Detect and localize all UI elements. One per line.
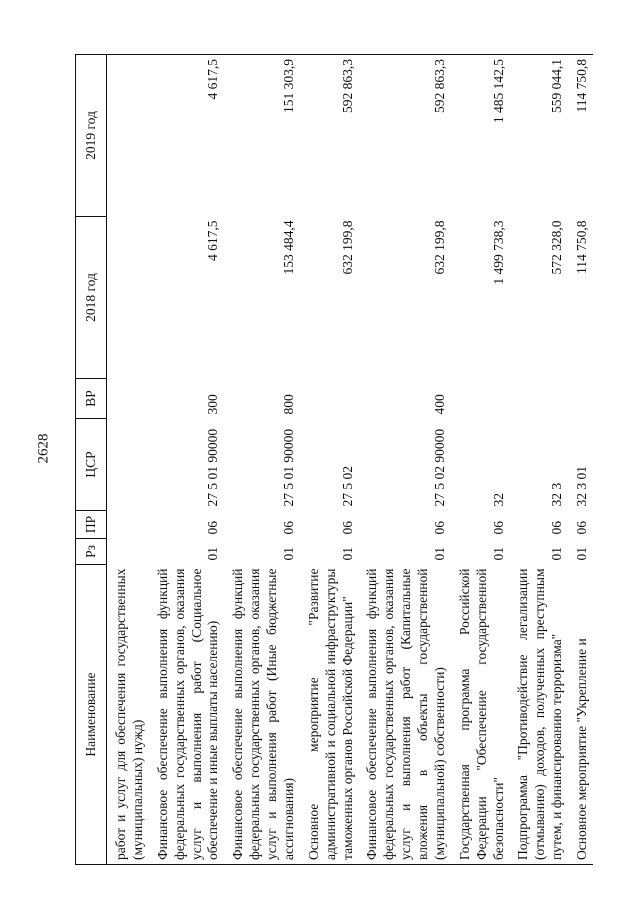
cell-name: Основное мероприятие "Развитие административной и социальной инфраструктуры таможенных органов Российской Федерации" xyxy=(300,565,359,865)
header-name: Наименование xyxy=(76,565,107,865)
table-header-row xyxy=(76,55,107,865)
header-2019: 2019 год xyxy=(76,55,107,217)
cell-csr: 27 5 02 90000 xyxy=(431,428,447,507)
table-row xyxy=(451,55,510,865)
header-2018: 2018 год xyxy=(76,217,107,379)
cell-rz: 01 xyxy=(549,547,565,561)
cell-pr: 06 xyxy=(549,521,565,535)
cell-vr xyxy=(107,379,149,419)
cell-csr: 27 5 02 xyxy=(339,466,355,507)
cell-vr xyxy=(300,379,359,419)
cell-y2018: 632 199,8 xyxy=(339,220,355,275)
cell-csr: 27 5 01 90000 xyxy=(205,428,221,507)
cell-rz: 01 xyxy=(574,547,589,561)
table-row xyxy=(509,55,568,865)
cell-y2019: 151 303,9 xyxy=(224,55,300,217)
cell-y2018: 632 199,8 xyxy=(431,220,447,275)
table-row xyxy=(224,55,300,865)
cell-vr xyxy=(451,379,510,419)
cell-y2019: 559 044,1 xyxy=(509,55,568,217)
cell-pr: 06 xyxy=(431,521,447,535)
cell-y2018: 4 617,5 xyxy=(205,220,221,261)
cell-y2019: 114 750,8 xyxy=(568,55,593,217)
cell-y2018: 572 328,0 xyxy=(549,220,565,275)
cell-csr xyxy=(107,419,149,511)
header-rz: Рз xyxy=(76,539,107,565)
cell-y2018: 153 484,4 xyxy=(280,220,296,275)
table-row xyxy=(107,55,149,865)
cell-rz: 01 xyxy=(280,547,296,561)
cell-y2019: 1 485 142,5 xyxy=(451,55,510,217)
cell-y2019 xyxy=(107,55,149,217)
cell-name: Финансовое обеспечение выполнения функций федеральных государственных органов, оказания услуг и выполнения работ (Иные бюджетные ассигнования) xyxy=(224,565,300,865)
cell-name: Финансовое обеспечение выполнения функций федеральных государственных органов, оказания услуг и выполнения работ (Социальное обеспечение и иные выплаты населению) xyxy=(149,565,225,865)
cell-vr: 800 xyxy=(280,394,296,415)
cell-y2018 xyxy=(107,217,149,379)
table-row xyxy=(149,55,225,865)
header-vr: ВР xyxy=(76,379,107,419)
cell-rz xyxy=(107,539,149,565)
rotated-sheet xyxy=(75,0,635,860)
table-row xyxy=(300,55,359,865)
cell-csr: 32 3 xyxy=(549,482,565,507)
table-row xyxy=(358,55,450,865)
cell-y2018: 1 499 738,3 xyxy=(490,220,506,285)
cell-y2019: 592 863,3 xyxy=(300,55,359,217)
cell-pr: 06 xyxy=(574,521,589,535)
page-number: 2628 xyxy=(35,433,52,464)
cell-rz: 01 xyxy=(490,547,506,561)
cell-pr: 06 xyxy=(205,521,221,535)
cell-rz: 01 xyxy=(339,547,355,561)
cell-csr: 32 xyxy=(490,493,506,507)
budget-table-container xyxy=(75,55,635,865)
cell-pr: 06 xyxy=(280,521,296,535)
cell-pr xyxy=(107,511,149,539)
header-pr: ПР xyxy=(76,511,107,539)
cell-name: работ и услуг для обеспечения государственных (муниципальных) нужд) xyxy=(107,565,149,865)
cell-pr: 06 xyxy=(339,521,355,535)
cell-vr xyxy=(509,379,568,419)
cell-y2018: 114 750,8 xyxy=(574,220,589,274)
budget-table xyxy=(75,54,593,865)
cell-csr: 27 5 01 90000 xyxy=(280,428,296,507)
cell-rz: 01 xyxy=(431,547,447,561)
cell-name: Основное мероприятие "Укрепление и xyxy=(568,565,593,865)
cell-vr: 400 xyxy=(431,394,447,415)
cell-vr xyxy=(568,379,593,419)
table-row xyxy=(568,55,593,865)
cell-name: Подпрограмма "Противодействие легализации (отмыванию) доходов, полученных преступным путем, и финансированию терроризма" xyxy=(509,565,568,865)
cell-name: Государственная программа Российской Федерации "Обеспечение государственной безопасности" xyxy=(451,565,510,865)
cell-rz: 01 xyxy=(205,547,221,561)
cell-vr: 300 xyxy=(205,394,221,415)
cell-y2019: 4 617,5 xyxy=(149,55,225,217)
cell-pr: 06 xyxy=(490,521,506,535)
cell-y2019: 592 863,3 xyxy=(358,55,450,217)
cell-csr: 32 3 01 xyxy=(574,466,589,507)
cell-name: Финансовое обеспечение выполнения функций федеральных государственных органов, оказания услуг и выполнения работ (Капитальные вложения в объекты государственной (муниципальной) собственности) xyxy=(358,565,450,865)
header-csr: ЦСР xyxy=(76,419,107,511)
